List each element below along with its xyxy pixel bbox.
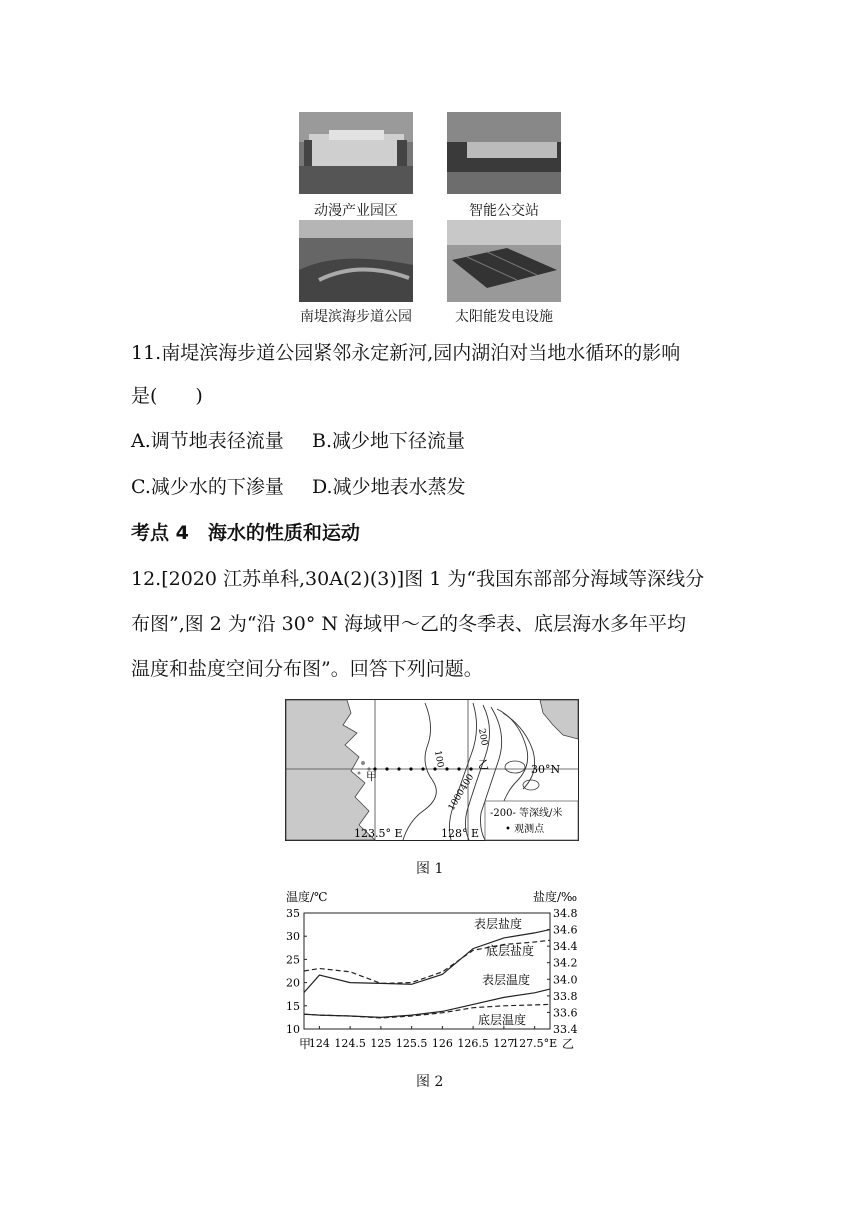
y-tick-label-left: 15 [286,999,300,1013]
q11-option-d: D.减少地表水蒸发 [312,476,466,498]
y-axis-right-label: 盐度/‰ [533,890,578,904]
q12-stem-line1: 12.[2020 江苏单科,30A(2)(3)]图 1 为“我国东部部分海域等深线分 [131,568,705,590]
y-tick-label-right: 34.8 [553,907,578,920]
x-label-yi: 乙 [562,1037,575,1051]
label-contour-200: 200 [476,727,489,747]
label-lon-128: 128° E [441,827,480,840]
legend-isobath: -200- 等深线/米 [490,808,563,819]
x-tick-label: 125.5 [395,1037,428,1050]
q11-stem-line1: 11.南堤滨海步道公园紧邻永定新河,园内湖泊对当地水循环的影响 [131,342,681,364]
x-tick-label: 127.5°E [512,1037,558,1050]
x-label-jia: 甲 [299,1037,312,1051]
photo-caption: 智能公交站 [469,203,539,219]
photo-seaside-park [299,220,413,302]
q11-option-a: A.调节地表径流量 [131,430,284,452]
label-yi: 乙 [478,758,489,771]
q12-stem-line2: 布图”,图 2 为“沿 30° N 海域甲～乙的冬季表、底层海水多年平均 [131,613,687,635]
label-jia: 甲 [366,770,377,783]
y-tick-label-right: 33.6 [553,1006,578,1020]
series-label-bottom-salinity: 底层盐度 [486,944,535,958]
figure-1-map [285,699,579,841]
x-tick-label: 126 [431,1037,453,1050]
legend-observation: • 观测点 [505,824,545,835]
label-lat: 30°N [531,763,561,776]
series-label-surface-temp: 表层温度 [482,973,531,987]
y-tick-label-right: 34.4 [553,940,578,954]
figure-2-chart [280,888,600,1056]
y-tick-label-right: 34.2 [553,956,578,970]
y-tick-label-left: 10 [286,1023,300,1036]
x-tick-label: 124.5 [334,1037,366,1050]
x-tick-label: 126.5 [457,1037,489,1050]
section-heading: 考点 4 海水的性质和运动 [131,522,360,544]
figure-1-caption: 图 1 [416,861,444,877]
q11-stem-line2: 是( ) [131,385,203,407]
label-contour-100: 100 [432,749,445,769]
y-tick-label-right: 33.4 [553,1023,578,1036]
y-tick-label-right: 34.6 [553,923,578,937]
series-label-bottom-temp: 底层温度 [478,1013,527,1027]
y-tick-label-left: 30 [286,930,300,944]
series-label-surface-salinity: 表层盐度 [474,917,523,931]
photo-animation-park [299,112,413,194]
x-tick-label: 124 [308,1037,330,1050]
photo-caption: 动漫产业园区 [314,203,398,219]
figure-2-caption: 图 2 [416,1074,444,1090]
photo-bus-stop [447,112,561,194]
y-tick-label-right: 33.8 [553,989,578,1003]
y-tick-label-left: 20 [286,976,300,990]
label-contour-400: 400 [458,772,477,793]
photo-caption: 南堤滨海步道公园 [300,309,412,325]
y-tick-label-right: 34.0 [553,973,578,987]
y-tick-label-left: 35 [286,907,300,920]
q12-stem-line3: 温度和盐度空间分布图”。回答下列问题。 [131,658,483,680]
photo-solar-facility [447,220,561,302]
label-lon-1235: 123.5° E [354,827,403,840]
q11-option-b: B.减少地下径流量 [312,430,466,452]
photo-caption: 太阳能发电设施 [455,309,553,325]
q11-option-c: C.减少水的下渗量 [131,476,284,498]
x-tick-label: 127 [493,1037,515,1050]
label-contour-1000: 1000 [446,787,468,813]
y-tick-label-left: 25 [286,953,300,967]
x-tick-label: 125 [370,1037,392,1050]
y-axis-left-label: 温度/℃ [286,890,328,904]
